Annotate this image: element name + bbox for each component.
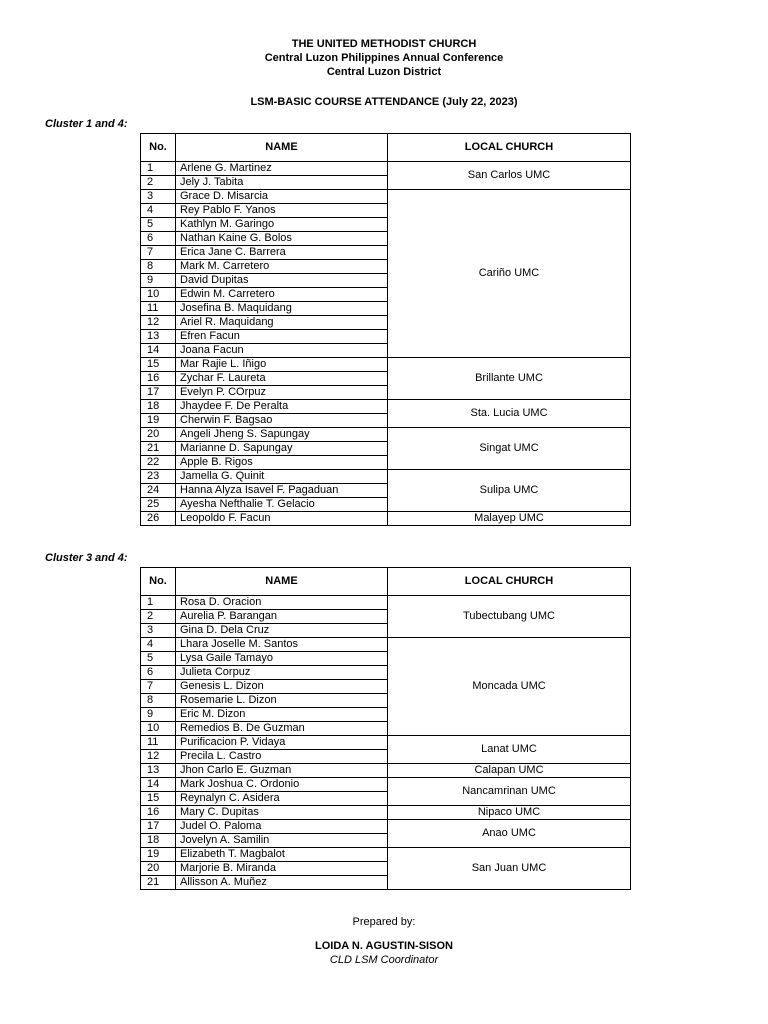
table-row: [141, 736, 631, 750]
row-number: 14: [141, 778, 176, 792]
row-number: 11: [141, 736, 176, 750]
row-number: 1: [141, 162, 176, 176]
header-line-3: Central Luzon District: [326, 66, 442, 78]
row-number: 19: [141, 414, 176, 428]
attendee-name: Arlene G. Martinez: [176, 162, 388, 176]
local-church: Anao UMC: [388, 820, 631, 848]
table-row: [141, 820, 631, 834]
row-number: 21: [141, 876, 176, 890]
row-number: 14: [141, 344, 176, 358]
local-church: Cariño UMC: [388, 190, 631, 358]
column-header-no: No.: [141, 134, 176, 162]
attendee-name: Rosa D. Oracion: [176, 596, 388, 610]
signatory-name: LOIDA N. AGUSTIN-SISON: [315, 940, 453, 952]
row-number: 16: [141, 806, 176, 820]
row-number: 11: [141, 302, 176, 316]
local-church: Tubectubang UMC: [388, 596, 631, 638]
table-row: [141, 470, 631, 484]
row-number: 13: [141, 330, 176, 344]
local-church: Sta. Lucia UMC: [388, 400, 631, 428]
row-number: 4: [141, 204, 176, 218]
row-number: 4: [141, 638, 176, 652]
local-church: Moncada UMC: [388, 638, 631, 736]
local-church: Calapan UMC: [388, 764, 631, 778]
attendee-name: Erica Jane C. Barrera: [176, 246, 388, 260]
attendee-name: Marianne D. Sapungay: [176, 442, 388, 456]
table-row: [141, 428, 631, 442]
attendee-name: Allisson A. Muñez: [176, 876, 388, 890]
attendee-name: Mar Rajie L. Iñigo: [176, 358, 388, 372]
attendee-name: Remedios B. De Guzman: [176, 722, 388, 736]
signatory-role: CLD LSM Coordinator: [329, 954, 439, 966]
row-number: 7: [141, 680, 176, 694]
attendee-name: Lysa Gaile Tamayo: [176, 652, 388, 666]
row-number: 24: [141, 484, 176, 498]
local-church: Brillante UMC: [388, 358, 631, 400]
column-header-name: NAME: [176, 568, 388, 596]
row-number: 22: [141, 456, 176, 470]
row-number: 8: [141, 694, 176, 708]
attendee-name: Ariel R. Maquidang: [176, 316, 388, 330]
attendee-name: Edwin M. Carretero: [176, 288, 388, 302]
table-row: [141, 190, 631, 204]
table-row: [141, 806, 631, 820]
table-row: [141, 358, 631, 372]
attendee-name: Hanna Alyza Isavel F. Pagaduan: [176, 484, 388, 498]
attendee-name: Leopoldo F. Facun: [176, 512, 388, 526]
column-header-no: No.: [141, 568, 176, 596]
table-row: [141, 778, 631, 792]
row-number: 25: [141, 498, 176, 512]
row-number: 18: [141, 400, 176, 414]
attendee-name: Angeli Jheng S. Sapungay: [176, 428, 388, 442]
row-number: 9: [141, 708, 176, 722]
cluster-2-label: Cluster 3 and 4:: [45, 552, 128, 564]
attendee-name: Joana Facun: [176, 344, 388, 358]
document-title: LSM-BASIC COURSE ATTENDANCE (July 22, 2023): [250, 96, 518, 108]
attendee-name: Kathlyn M. Garingo: [176, 218, 388, 232]
row-number: 12: [141, 750, 176, 764]
row-number: 16: [141, 372, 176, 386]
attendee-name: Gina D. Dela Cruz: [176, 624, 388, 638]
attendee-name: Apple B. Rigos: [176, 456, 388, 470]
table-row: [141, 638, 631, 652]
table-row: [141, 512, 631, 526]
local-church: Nipaco UMC: [388, 806, 631, 820]
attendee-name: Ayesha Nefthalie T. Gelacio: [176, 498, 388, 512]
column-header-church: LOCAL CHURCH: [388, 134, 631, 162]
row-number: 2: [141, 610, 176, 624]
column-header-church: LOCAL CHURCH: [388, 568, 631, 596]
attendee-name: Lhara Joselle M. Santos: [176, 638, 388, 652]
cluster-1-label: Cluster 1 and 4:: [45, 118, 128, 130]
row-number: 26: [141, 512, 176, 526]
row-number: 18: [141, 834, 176, 848]
attendee-name: Nathan Kaine G. Bolos: [176, 232, 388, 246]
attendee-name: Marjorie B. Miranda: [176, 862, 388, 876]
row-number: 9: [141, 274, 176, 288]
attendee-name: Mark Joshua C. Ordonio: [176, 778, 388, 792]
attendee-name: Eric M. Dizon: [176, 708, 388, 722]
row-number: 19: [141, 848, 176, 862]
row-number: 17: [141, 820, 176, 834]
attendee-name: Purificacion P. Vidaya: [176, 736, 388, 750]
attendee-name: Aurelia P. Barangan: [176, 610, 388, 624]
row-number: 20: [141, 428, 176, 442]
attendee-name: Rey Pablo F. Yanos: [176, 204, 388, 218]
attendee-name: Jely J. Tabita: [176, 176, 388, 190]
table-row: [141, 400, 631, 414]
local-church: Lanat UMC: [388, 736, 631, 764]
attendee-name: Jovelyn A. Samilin: [176, 834, 388, 848]
attendee-name: Rosemarie L. Dizon: [176, 694, 388, 708]
row-number: 3: [141, 190, 176, 204]
attendee-name: Zychar F. Laureta: [176, 372, 388, 386]
header-line-2: Central Luzon Philippines Annual Conference: [264, 52, 504, 64]
row-number: 3: [141, 624, 176, 638]
attendee-name: Efren Facun: [176, 330, 388, 344]
row-number: 13: [141, 764, 176, 778]
column-header-name: NAME: [176, 134, 388, 162]
local-church: Malayep UMC: [388, 512, 631, 526]
attendee-name: Genesis L. Dizon: [176, 680, 388, 694]
row-number: 7: [141, 246, 176, 260]
row-number: 10: [141, 722, 176, 736]
local-church: Singat UMC: [388, 428, 631, 470]
local-church: Sulipa UMC: [388, 470, 631, 512]
attendee-name: Judel O. Paloma: [176, 820, 388, 834]
row-number: 15: [141, 792, 176, 806]
row-number: 23: [141, 470, 176, 484]
attendee-name: David Dupitas: [176, 274, 388, 288]
local-church: San Juan UMC: [388, 848, 631, 890]
table-row: [141, 848, 631, 862]
row-number: 2: [141, 176, 176, 190]
attendee-name: Jhaydee F. De Peralta: [176, 400, 388, 414]
table-row: [141, 764, 631, 778]
local-church: San Carlos UMC: [388, 162, 631, 190]
row-number: 8: [141, 260, 176, 274]
row-number: 6: [141, 666, 176, 680]
row-number: 17: [141, 386, 176, 400]
attendee-name: Elizabeth T. Magbalot: [176, 848, 388, 862]
row-number: 15: [141, 358, 176, 372]
attendee-name: Mark M. Carretero: [176, 260, 388, 274]
row-number: 5: [141, 218, 176, 232]
row-number: 12: [141, 316, 176, 330]
attendee-name: Mary C. Dupitas: [176, 806, 388, 820]
prepared-by-label: Prepared by:: [352, 916, 416, 928]
attendee-name: Jamella G. Quinit: [176, 470, 388, 484]
attendee-name: Precila L. Castro: [176, 750, 388, 764]
row-number: 20: [141, 862, 176, 876]
row-number: 21: [141, 442, 176, 456]
row-number: 10: [141, 288, 176, 302]
attendance-table-cluster-2: [140, 567, 631, 890]
attendee-name: Reynalyn C. Asidera: [176, 792, 388, 806]
attendee-name: Julieta Corpuz: [176, 666, 388, 680]
attendee-name: Josefina B. Maquidang: [176, 302, 388, 316]
attendee-name: Cherwin F. Bagsao: [176, 414, 388, 428]
row-number: 5: [141, 652, 176, 666]
attendee-name: Evelyn P. COrpuz: [176, 386, 388, 400]
row-number: 6: [141, 232, 176, 246]
attendee-name: Jhon Carlo E. Guzman: [176, 764, 388, 778]
table-row: [141, 596, 631, 610]
attendance-table-cluster-1: [140, 133, 631, 526]
header-line-1: THE UNITED METHODIST CHURCH: [291, 38, 477, 50]
table-row: [141, 162, 631, 176]
attendee-name: Grace D. Misarcia: [176, 190, 388, 204]
local-church: Nancamrinan UMC: [388, 778, 631, 806]
row-number: 1: [141, 596, 176, 610]
